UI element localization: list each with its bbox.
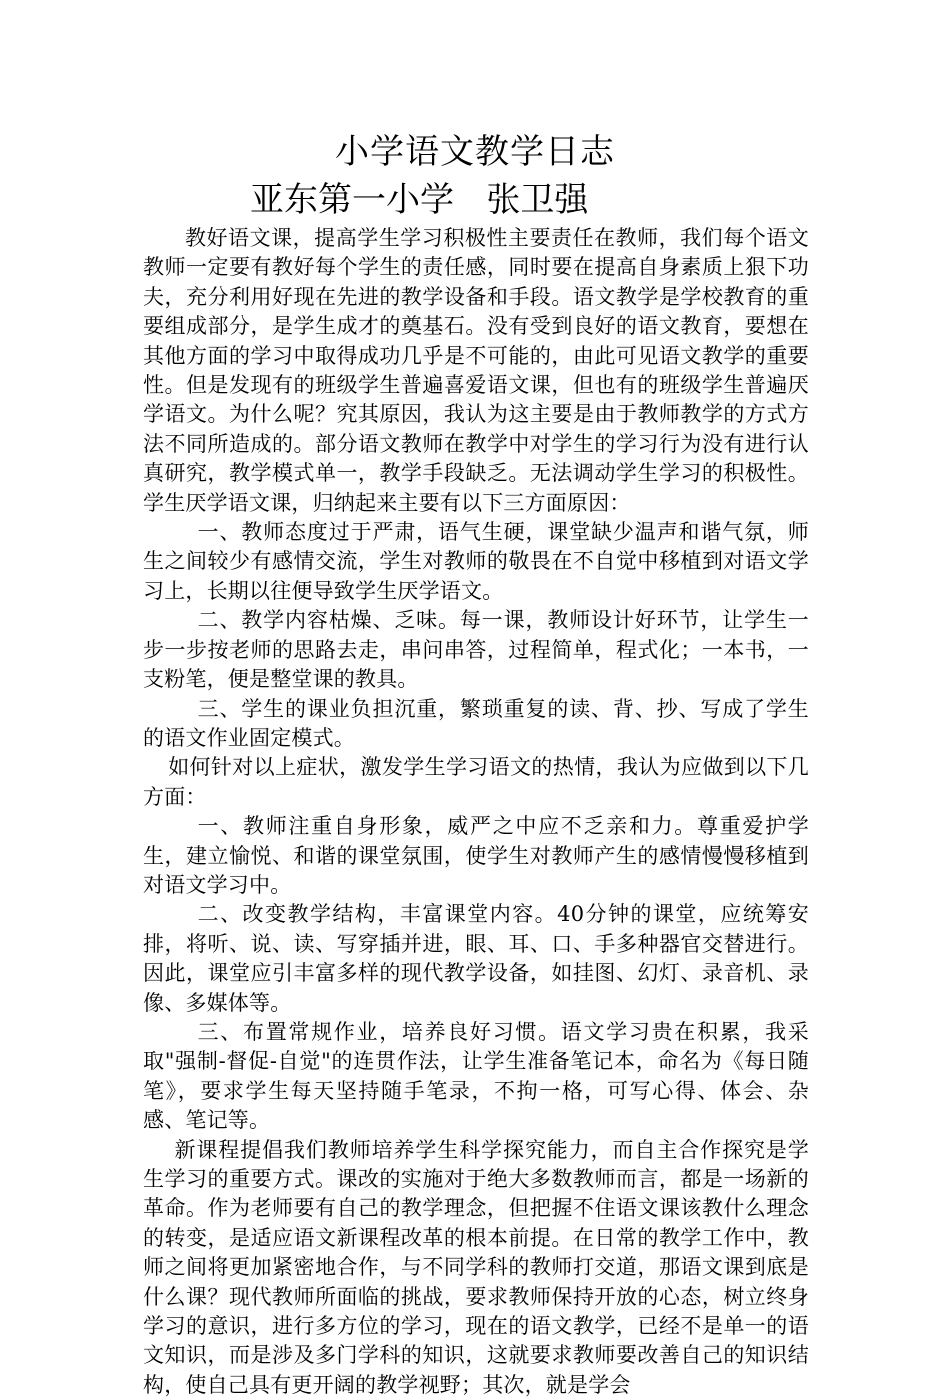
paragraph-intro: 教好语文课，提高学生学习积极性主要责任在教师，我们每个语文教师一定要有教好每个学生的责任感，同时要在提高自身素质上狠下功夫，充分利用好现在先进的教学设备和手段。语文教学是学校教育的重要组成部分，是学生成才的奠基石。没有受到良好的语文教育，要想在其他方面的学习中取得成功几乎是不可能的，由此可见语文教学的重要性。但是发现有的班级学生普遍喜爱语文课，但也有的班级学生普遍厌学语文。为什么呢？究其原因，我认为这主要是由于教师教学的方式方法不同所造成的。部分语文教师在教学中对学生的学习行为没有进行认真研究，教学模式单一，教学手段缺乏。无法调动学生学习的积极性。学生厌学语文课，归纳起来主要有以下三方面原因： (143, 226, 809, 515)
paragraph-reason-3: 三、学生的课业负担沉重，繁琐重复的读、背、抄、写成了学生的语文作业固定模式。 (143, 696, 809, 750)
document-body (143, 224, 809, 1400)
paragraph-reason-2: 二、教学内容枯燥、乏味。每一课，教师设计好环节，让学生一步一步按老师的思路去走，串问串答，过程简单，程式化；一本书，一支粉笔，便是整堂课的教具。 (143, 608, 809, 692)
paragraph-solution-3: 三、布置常规作业，培养良好习惯。语文学习贵在积累，我采取"强制-督促-自觉"的连贯作法，让学生准备笔记本，命名为《每日随笔》，要求学生每天坚持随手笔录，不拘一格，可写心得、体会、杂感、笔记等。 (143, 1019, 809, 1133)
author-line: 亚东第一小学 张卫强 (250, 180, 589, 220)
paragraph-solution-1: 一、教师注重自身形象，威严之中应不乏亲和力。尊重爱护学生，建立愉悦、和谐的课堂氛围，使学生对教师产生的感情慢慢移植到对语文学习中。 (143, 814, 809, 897)
paragraph-solution-2: 二、改变教学结构，丰富课堂内容。40分钟的课堂，应统筹安排，将听、说、读、写穿插并进，眼、耳、口、手多种器官交替进行。因此，课堂应引丰富多样的现代教学设备，如挂图、幻灯、录音机、录像、多媒体等。 (143, 902, 809, 1015)
paragraph-solutions-intro: 如何针对以上症状，激发学生学习语文的热情，我认为应做到以下几方面： (143, 755, 809, 809)
paragraph-reason-1: 一、教师态度过于严肃，语气生硬，课堂缺少温声和谐气氛，师生之间较少有感情交流，学生对教师的敬畏在不自觉中移植到对语文学习上，长期以往便导致学生厌学语文。 (143, 520, 809, 603)
document-title: 小学语文教学日志 (335, 132, 615, 172)
paragraph-new-curriculum: 新课程提倡我们教师培养学生科学探究能力，而自主合作探究是学生学习的重要方式。课改的实施对于绝大多数教师而言，都是一场新的革命。作为老师要有自己的教学理念，但把握不住语文课该教什么理念的转变，是适应语文新课程改革的根本前提。在日常的教学工作中，教师之间将更加紧密地合作，与不同学科的教师打交道，那语文课到底是什么课？现代教师所面临的挑战，要求教师保持开放的心态，树立终身学习的意识，进行多方位的学习，现在的语文教学，已经不是单一的语文知识，而是涉及多门学科的知识，这就要求教师要改善自己的知识结构，使自己具有更开阔的教学视野；其次，就是学会 (143, 1137, 809, 1397)
